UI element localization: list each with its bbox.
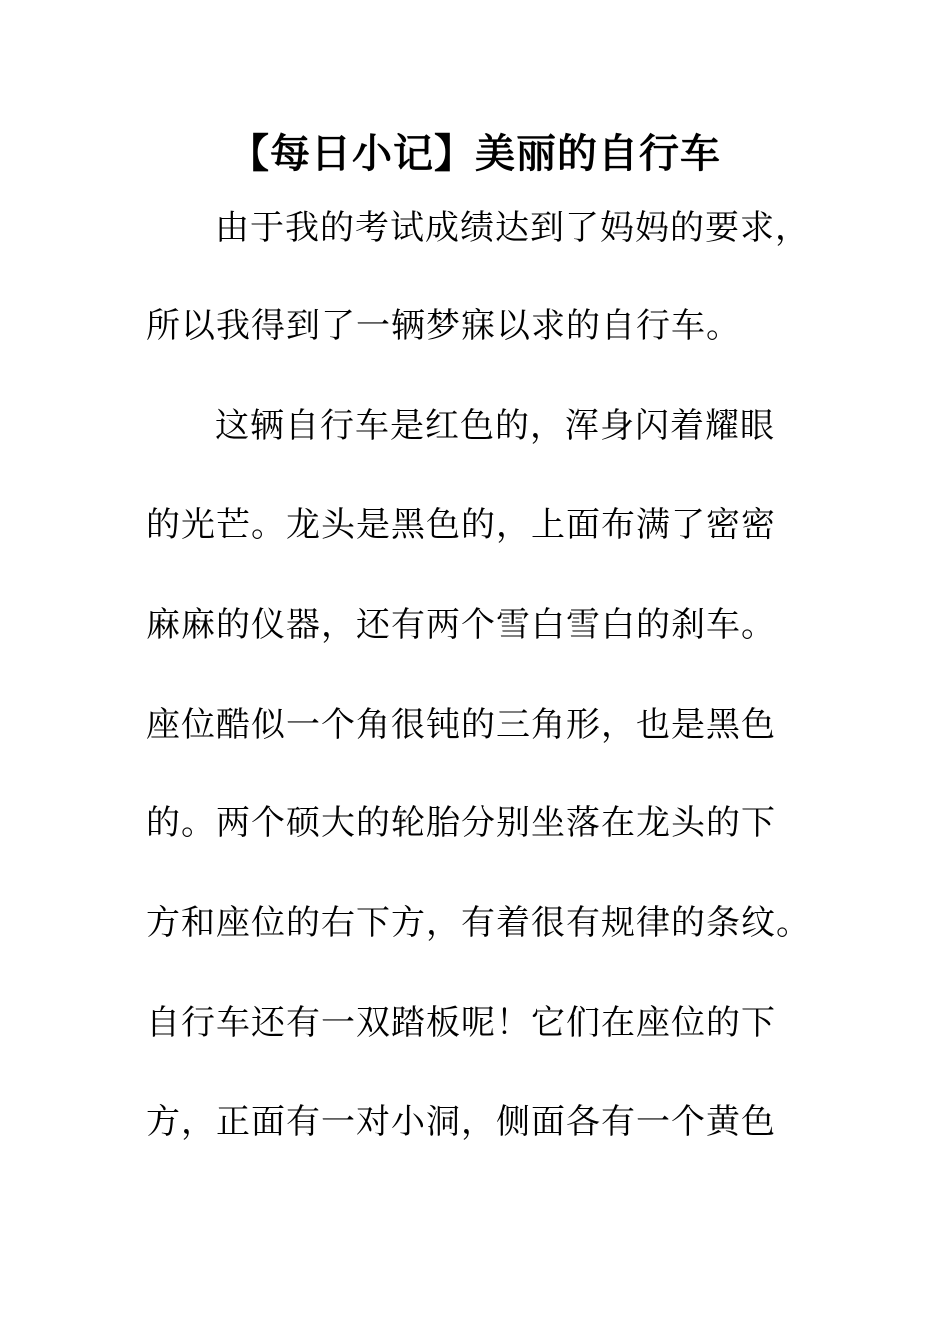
paragraph-line: 麻麻的仪器，还有两个雪白雪白的刹车。 — [146, 605, 776, 645]
paragraph-line: 这辆自行车是红色的，浑身闪着耀眼 — [215, 406, 775, 446]
document-title: 【每日小记】美丽的自行车 — [229, 131, 721, 177]
paragraph-line: 的光芒。龙头是黑色的，上面布满了密密 — [146, 505, 776, 545]
paragraph-line: 由于我的考试成绩达到了妈妈的要求， — [215, 208, 810, 248]
paragraph-line: 方和座位的右下方，有着很有规律的条纹。 — [146, 903, 811, 943]
paragraph-line: 的。两个硕大的轮胎分别坐落在龙头的下 — [146, 803, 776, 843]
paragraph-line: 方，正面有一对小洞，侧面各有一个黄色 — [146, 1102, 776, 1142]
paragraph-line: 自行车还有一双踏板呢！它们在座位的下 — [146, 1003, 776, 1043]
paragraph-line: 座位酷似一个角很钝的三角形，也是黑色 — [146, 705, 776, 745]
paragraph-line: 所以我得到了一辆梦寐以求的自行车。 — [146, 306, 741, 346]
